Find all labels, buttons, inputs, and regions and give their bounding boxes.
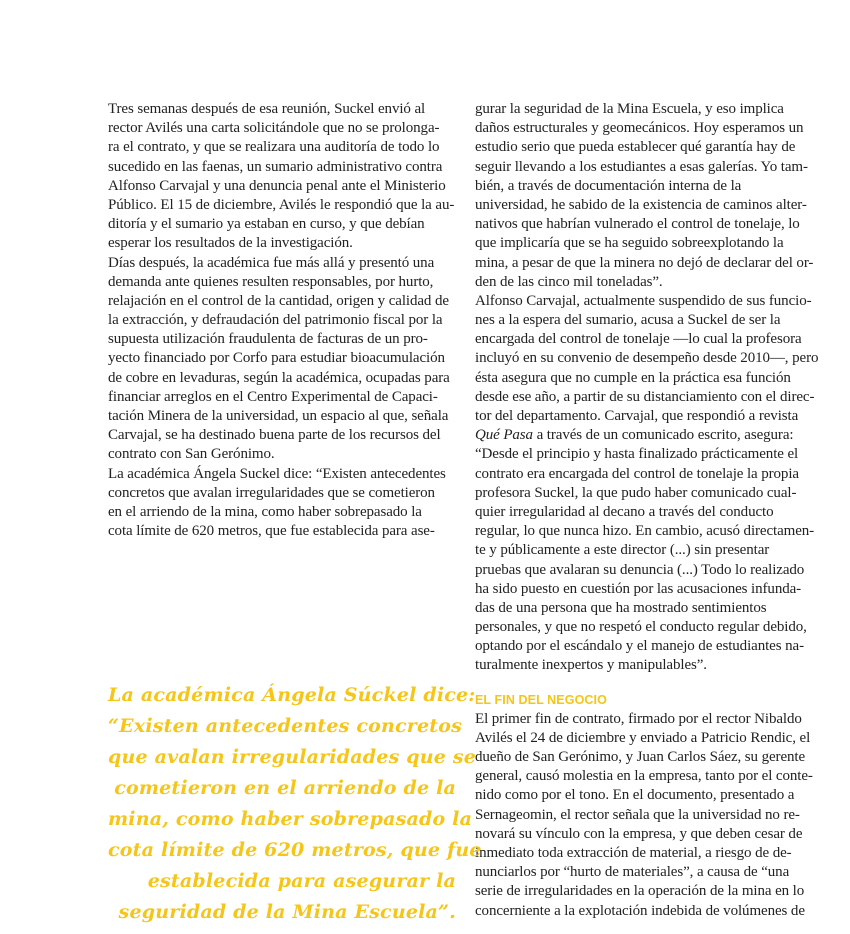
body-text-line: seguir llevando a los estudiantes a esas galerías. Yo tam- <box>475 158 808 175</box>
body-text-line: novará su vínculo con la empresa, y que deben cesar de <box>475 825 803 842</box>
body-text-line: concretos que avalan irregularidades que se cometieron <box>108 484 435 501</box>
body-text-line: que implicaría que se ha seguido sobreexplotando la <box>475 235 784 252</box>
body-text-line: desde ese año, a partir de su distanciamiento con el direc- <box>475 388 815 405</box>
body-text-line: Carvajal, se ha destinado buena parte de los recursos del <box>108 427 441 444</box>
body-text-line: personales, y que no respetó el conducto regular debido, <box>475 619 807 636</box>
body-text-line: rector Avilés una carta solicitándole que no se prolonga- <box>108 120 440 137</box>
body-text-line: tación Minera de la universidad, un espacio al que, señala <box>108 408 449 424</box>
body-text-line: yecto financiado por Corfo para estudiar bioacumulación <box>108 350 445 367</box>
body-text-line: ha sido puesto en cuestión por las acusaciones infunda- <box>475 580 802 597</box>
body-text-line: La académica Ángela Suckel dice: “Existen antecedentes <box>108 465 446 482</box>
body-text-line: den de las cinco mil toneladas”. <box>475 273 663 290</box>
body-text-line: inmediato toda extracción de material, a riesgo de de- <box>475 844 792 861</box>
body-text-line: contrato era encargada del control de tonelaje la propia <box>475 465 799 482</box>
body-text-line: te y públicamente a este director (...) sin presentar <box>475 542 770 559</box>
pull-quote-line: seguridad de la Mina Escuela”. <box>118 901 456 923</box>
body-text-line: incluyó en su convenio de desempeño desde 2010—, pero <box>475 350 819 367</box>
body-text-line: profesora Suckel, la que pudo haber comunicado cual- <box>475 484 797 501</box>
body-text-line: daños estructurales y geomecánicos. Hoy esperamos un <box>475 120 804 137</box>
pull-quote-line: La académica Ángela Súckel dice: <box>108 684 476 706</box>
body-text-line: ésta asegura que no cumple en la práctica esa función <box>475 369 791 386</box>
body-text-line: financiar arreglos en el Centro Experimental de Capaci- <box>108 388 438 405</box>
body-text-line: Avilés el 24 de diciembre y enviado a Patricio Rendic, el <box>475 729 811 746</box>
body-text-line: mina, a pesar de que la minera no dejó de declarar del or- <box>475 254 814 271</box>
pull-quote-line: establecida para asegurar la <box>147 870 456 892</box>
body-text-line: sucedido en las faenas, un sumario administrativo contra <box>108 158 443 175</box>
body-text-line: esperar los resultados de la investigación. <box>108 235 353 252</box>
body-text-line: encargada del control de tonelaje —lo cual la profesora <box>475 331 802 348</box>
body-text-line: universidad, he sabido de la existencia de caminos alter- <box>475 196 807 213</box>
body-text-line: ra el contrato, y que se realizara una auditoría de todo lo <box>108 139 440 156</box>
body-text-line: optando por el escándalo y el manejo de estudiantes na- <box>475 638 804 655</box>
body-text-line: concerniente a la explotación indebida de volúmenes de <box>475 902 805 919</box>
body-text-line: nido como por el tono. En el documento, presentado a <box>475 787 795 804</box>
body-text-line: supuesta utilización fraudulenta de facturas de un pro- <box>108 331 428 348</box>
body-text-line: la extracción, y defraudación del patrimonio fiscal por la <box>108 312 443 329</box>
body-text-line: Alfonso Carvajal, actualmente suspendido de sus funcio- <box>475 292 812 309</box>
body-text-line: nes a la espera del sumario, acusa a Suckel de ser la <box>475 312 781 329</box>
body-text-line: gurar la seguridad de la Mina Escuela, y eso implica <box>475 101 784 117</box>
body-text-line: tor del departamento. Carvajal, que respondió a revista <box>475 408 799 424</box>
body-text-line: quier irregularidad al decano a través del conducto <box>475 503 774 520</box>
article-left-column <box>108 100 470 541</box>
body-text-line: Alfonso Carvajal y una denuncia penal ante el Ministerio <box>108 177 446 194</box>
body-text-line: das de una persona que ha mostrado sentimientos <box>475 599 767 616</box>
body-text-line: Días después, la académica fue más allá y presentó una <box>108 254 435 271</box>
body-text-line: contrato con San Gerónimo. <box>108 446 275 463</box>
pull-quote-line: que avalan irregularidades que se <box>108 746 477 768</box>
body-text-line: nativos que habrían vulnerado el control de tonelaje, lo <box>475 216 800 233</box>
body-text-fragment: a través de un comunicado escrito, asegura: <box>532 427 794 444</box>
body-text-line: estudio serio que pueda establecer qué garantía hay de <box>475 139 796 156</box>
body-text-line: cota límite de 620 metros, que fue establecida para ase- <box>108 523 435 540</box>
body-text-line: nunciarlos por “hurto de materiales”, a causa de “una <box>475 864 790 881</box>
body-text-line: de cobre en levaduras, según la académica, ocupadas para <box>108 369 450 386</box>
pull-quote-line: cota límite de 620 metros, que fue <box>108 839 482 861</box>
magazine-name: Qué Pasa <box>475 427 533 444</box>
article-right-column <box>475 100 830 921</box>
body-text-line: general, causó molestia en la empresa, tanto por el conte- <box>475 768 813 785</box>
body-text-line: pruebas que avalaran su denuncia (...) Todo lo realizado <box>475 561 805 578</box>
body-text-line: El primer fin de contrato, firmado por el rector Nibaldo <box>475 710 802 727</box>
pull-quote-line: cometieron en el arriendo de la <box>114 777 456 799</box>
pull-quote-line: “Existen antecedentes concretos <box>108 715 463 737</box>
body-text-line: regular, lo que nunca hizo. En cambio, acusó directamen- <box>475 523 815 540</box>
body-text-line: bién, a través de documentación interna de la <box>475 177 742 194</box>
body-text-line: demanda ante quienes resulten responsables, por hurto, <box>108 273 434 290</box>
body-text-line: ditoría y el sumario ya estaban en curso, y que debían <box>108 216 425 233</box>
body-text-line: dueño de San Gerónimo, y Juan Carlos Sáez, su gerente <box>475 749 806 765</box>
body-text-line: turalmente inexpertos y manipulables”. <box>475 657 707 674</box>
body-text-line: Sernageomin, el rector señala que la universidad no re- <box>475 806 800 823</box>
body-text-line: Tres semanas después de esa reunión, Suckel envió al <box>108 101 426 117</box>
body-text-line-mixed <box>475 426 830 445</box>
section-subhead: EL FIN DEL NEGOCIO <box>475 692 607 707</box>
body-text-line: Público. El 15 de diciembre, Avilés le respondió que la au- <box>108 196 455 213</box>
pull-quote-line: mina, como haber sobrepasado la <box>108 808 473 830</box>
pull-quote <box>108 680 482 928</box>
body-text-line: serie de irregularidades en la operación de la mina en lo <box>475 883 805 900</box>
body-text-line: relajación en el control de la cantidad, origen y calidad de <box>108 292 449 309</box>
body-text-line: en el arriendo de la mina, como haber sobrepasado la <box>108 503 422 520</box>
body-text-line: “Desde el principio y hasta finalizado prácticamente el <box>475 446 799 463</box>
